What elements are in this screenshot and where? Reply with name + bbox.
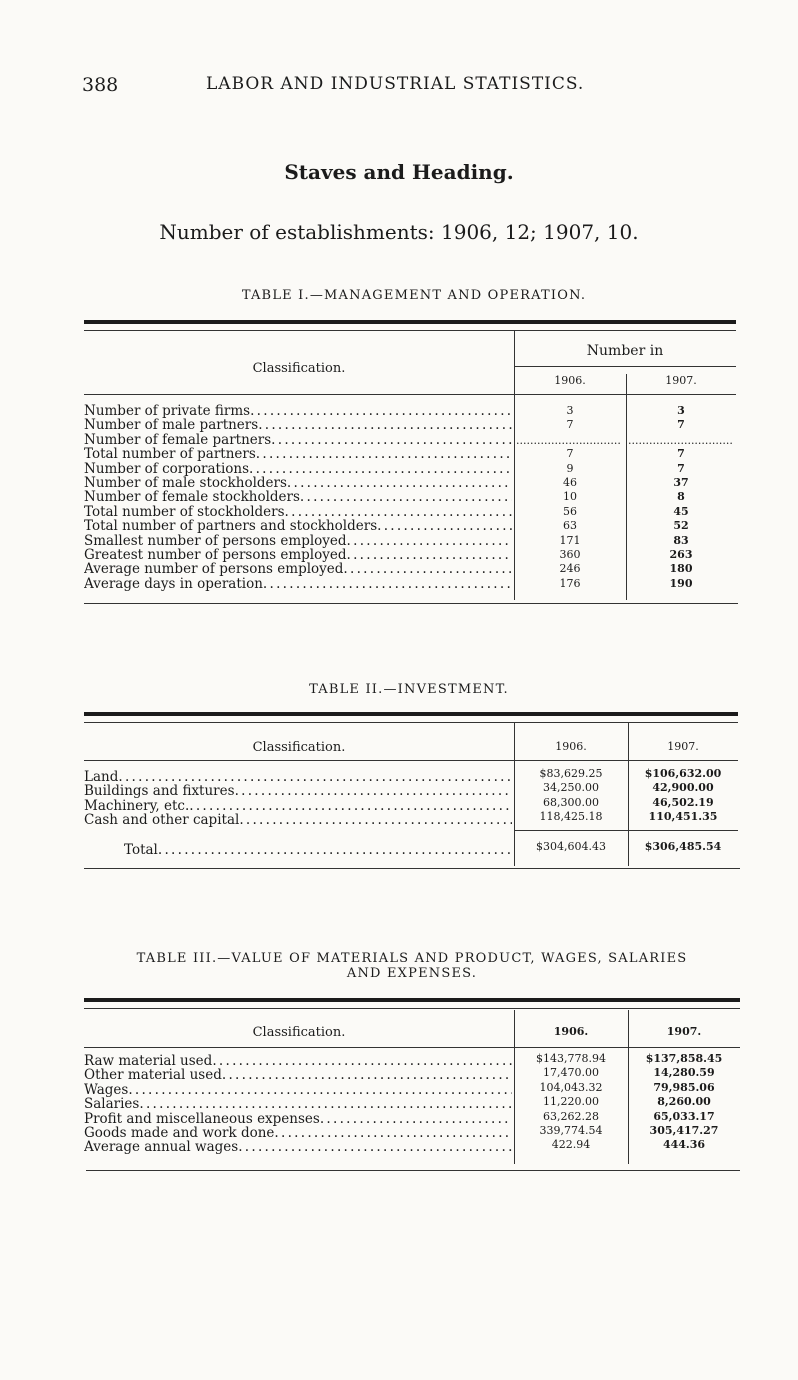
table2-col-1906 — [514, 767, 628, 825]
table3-year-1906: 1906. — [553, 1025, 589, 1038]
table1-empty-dots-1906: .............................. — [516, 434, 621, 447]
table1-row-label: Average days in operation . . . — [84, 577, 512, 591]
table1-cell-1906: 3 — [566, 404, 574, 417]
table2-row-label: Land . . . — [84, 770, 512, 784]
table1-labels — [84, 404, 512, 591]
table3-col-1906 — [514, 1052, 628, 1153]
table1-cell-1906: 171 — [559, 533, 581, 547]
table3-cell-1906: 104,043.32 — [539, 1080, 603, 1094]
table3-cell-1907: 14,280.59 — [653, 1066, 715, 1080]
table1-year-1907: 1907. — [665, 374, 697, 387]
page-number: 388 — [82, 74, 119, 96]
table2-year-1906: 1906. — [555, 740, 587, 753]
table1-col-1906 — [514, 404, 626, 591]
table3-cell-1907: $137,858.45 — [645, 1052, 723, 1065]
table1-row-label: Average number of persons employed . . . — [84, 562, 512, 576]
table2-year-1907: 1907. — [667, 740, 699, 753]
table2-top-thin-rule — [84, 722, 738, 723]
table3-cell-1907: 79,985.06 — [653, 1080, 715, 1094]
table1-cell-1906: 246 — [559, 562, 581, 576]
table1-cell-1906: 56 — [563, 504, 577, 518]
table2-cell-1907: 42,900.00 — [652, 781, 714, 795]
table1-cell-1907: 45 — [673, 504, 689, 518]
table3-classification-header: Classification. — [252, 1025, 346, 1040]
table2-row-label: Cash and other capital . . . — [84, 813, 512, 827]
establishments-line: Number of establishments: 1906, 12; 1907, 10. — [159, 220, 639, 244]
table2-total-rule — [514, 830, 738, 831]
table1-row-label: Number of female stockholders . . . — [84, 490, 512, 504]
table1-cell-1906: 360 — [559, 548, 581, 562]
table1-top-thin-rule — [84, 330, 736, 331]
page-title: Staves and Heading. — [284, 160, 514, 184]
table2-total-1906: $304,604.43 — [536, 840, 606, 853]
table3-cell-1906: 11,220.00 — [543, 1095, 599, 1109]
table1-cell-1906: 63 — [563, 519, 577, 533]
table1-caption: TABLE I.—MANAGEMENT AND OPERATION. — [241, 288, 587, 303]
table1-cell-1906: 7 — [566, 418, 574, 432]
table1-row-label: Smallest number of persons employed . . . — [84, 534, 512, 548]
table3-top-rule — [84, 998, 740, 1002]
table1-cell-1906: 7 — [566, 447, 574, 461]
table1-cell-1907: 3 — [677, 404, 685, 417]
table1-cell-1906: 176 — [559, 576, 581, 590]
table1-cell-1907: 7 — [677, 418, 685, 432]
table2-total-1907: $306,485.54 — [644, 840, 722, 853]
table3-cell-1906: 17,470.00 — [543, 1066, 599, 1080]
table3-row-label: Raw material used . . . — [84, 1054, 512, 1068]
table2-header-rule — [84, 760, 738, 761]
table1-row-label: Number of male partners . . . — [84, 418, 512, 432]
table3-year-1907: 1907. — [666, 1025, 702, 1038]
table1-cell-1906 — [514, 433, 626, 447]
table2-cell-1906: 68,300.00 — [543, 795, 599, 809]
table1-cell-1907: 52 — [673, 519, 689, 533]
table2-row-label: Machinery, etc. . . . — [84, 799, 512, 813]
table3-cell-1906: 339,774.54 — [539, 1124, 603, 1138]
table1-cell-1906: 9 — [566, 461, 574, 475]
table3-row-label: Goods made and work done . . . — [84, 1126, 512, 1140]
table3-row-label: Other material used . . . — [84, 1068, 512, 1082]
table3-cell-1907: 305,417.27 — [649, 1124, 719, 1138]
running-title: LABOR AND INDUSTRIAL STATISTICS. — [206, 74, 585, 94]
table2-cell-1906: 118,425.18 — [539, 810, 603, 824]
table1-row-label: Number of corporations . . . — [84, 462, 512, 476]
table3-cell-1907: 444.36 — [662, 1138, 706, 1152]
table3-row-label: Salaries . . . — [84, 1097, 512, 1111]
table3-bottom-rule — [86, 1170, 740, 1171]
table1-bottom-rule — [84, 603, 738, 604]
table1-row-label: Number of private firms . . . — [84, 404, 512, 418]
table3-cell-1907: 65,033.17 — [653, 1109, 715, 1123]
table2-caption: TABLE II.—INVESTMENT. — [309, 682, 509, 697]
table1-col-1907 — [626, 404, 736, 591]
table2-labels — [84, 770, 512, 828]
table1-cell-1907: 263 — [669, 548, 693, 562]
table3-caption-line1: TABLE III.—VALUE OF MATERIALS AND PRODUCT, WAGES, SALARIES — [136, 951, 688, 966]
table3-header-rule — [84, 1047, 740, 1048]
table2-cell-1906: 34,250.00 — [543, 781, 599, 795]
table1-row-label: Number of female partners . . . — [84, 433, 512, 447]
table1-number-in-header: Number in — [586, 343, 664, 359]
table1-row-label: Total number of stockholders . . . — [84, 505, 512, 519]
table1-row-label: Total number of partners . . . — [84, 447, 512, 461]
table2-col-1907 — [628, 767, 738, 825]
table1-year-1906: 1906. — [554, 374, 586, 387]
table1-cell-1907 — [626, 433, 736, 447]
table1-top-rule — [84, 320, 736, 324]
table3-cell-1906: 63,262.28 — [543, 1109, 599, 1123]
table3-row-label: Wages . . . — [84, 1083, 512, 1097]
table1-cell-1907: 190 — [669, 576, 693, 590]
table3-cell-1906: $143,778.94 — [536, 1052, 606, 1065]
table1-group-rule — [514, 366, 736, 367]
table1-row-label: Greatest number of persons employed . . . — [84, 548, 512, 562]
table1-cell-1907: 180 — [669, 562, 693, 576]
table2-cell-1907: 46,502.19 — [652, 795, 714, 809]
table1-row-label: Total number of partners and stockholders . . . — [84, 519, 512, 533]
table3-col-1907 — [628, 1052, 740, 1153]
table2-cell-1906: $83,629.25 — [539, 767, 603, 780]
table3-row-label: Profit and miscellaneous expenses . . . — [84, 1112, 512, 1126]
table1-cell-1907: 7 — [677, 447, 685, 461]
table2-classification-header: Classification. — [252, 740, 346, 755]
table3-caption-line2: AND EXPENSES. — [346, 966, 478, 981]
table1-row-label: Number of male stockholders . . . — [84, 476, 512, 490]
table3-labels — [84, 1054, 512, 1155]
table3-top-thin-rule — [84, 1008, 740, 1009]
table1-empty-dots-1907: .............................. — [628, 434, 733, 447]
table2-total-row: Total . . . — [124, 843, 512, 857]
table1-cell-1907: 37 — [673, 476, 689, 490]
table1-cell-1907: 83 — [673, 533, 689, 547]
table1-cell-1906: 46 — [563, 476, 577, 490]
table3-cell-1906: 422.94 — [551, 1138, 591, 1152]
table2-cell-1907: $106,632.00 — [644, 767, 722, 780]
table2-cell-1907: 110,451.35 — [648, 810, 718, 824]
table2-row-label: Buildings and fixtures . . . — [84, 784, 512, 798]
table1-header-rule — [84, 394, 736, 395]
table1-cell-1907: 7 — [677, 461, 685, 475]
table1-cell-1906: 10 — [563, 490, 577, 504]
table2-top-rule — [84, 712, 738, 716]
table2-bottom-rule — [84, 868, 740, 869]
table3-row-label: Average annual wages . . . — [84, 1140, 512, 1154]
table1-classification-header: Classification. — [252, 361, 346, 376]
table2-total-label — [124, 843, 512, 857]
table3-cell-1907: 8,260.00 — [657, 1095, 711, 1109]
table1-cell-1907: 8 — [677, 490, 685, 504]
